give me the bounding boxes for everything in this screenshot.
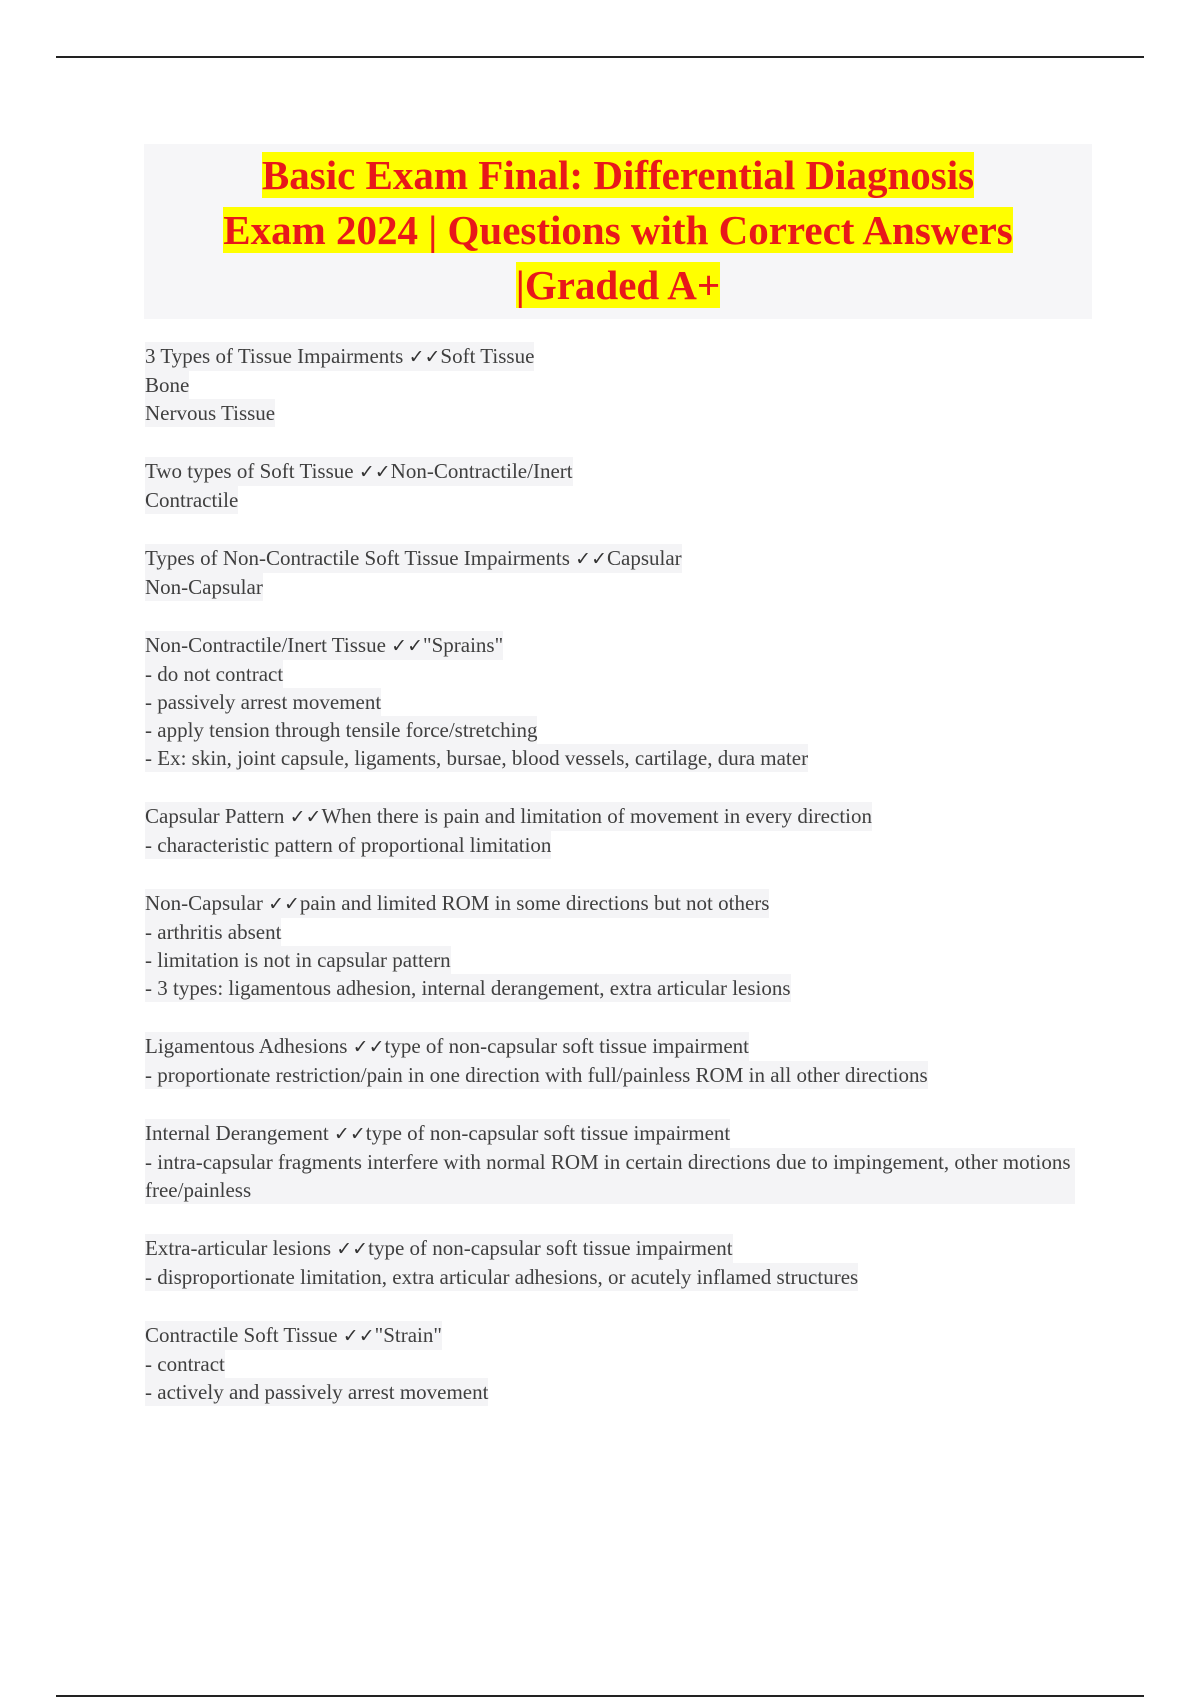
qa-detail: - limitation is not in capsular pattern xyxy=(145,948,451,972)
qa-question-line xyxy=(145,802,872,831)
qa-detail: Nervous Tissue xyxy=(145,401,276,425)
qa-question-line xyxy=(145,1321,442,1350)
qa-term: Non-Contractile/Inert Tissue xyxy=(145,633,386,657)
qa-question-line xyxy=(145,1032,749,1061)
qa-answer: type of non-capsular soft tissue impairment xyxy=(384,1034,749,1058)
document-title xyxy=(144,144,1092,319)
title-line-1: Basic Exam Final: Differential Diagnosis xyxy=(261,152,975,198)
qa-item xyxy=(145,1321,1105,1406)
top-rule xyxy=(56,56,1144,58)
check-icon: ✓✓ xyxy=(358,461,391,483)
qa-item xyxy=(145,631,1105,772)
qa-term: Internal Derangement xyxy=(145,1121,329,1145)
qa-detail: - passively arrest movement xyxy=(145,690,382,714)
qa-answer: "Sprains" xyxy=(423,633,504,657)
qa-detail: - actively and passively arrest movement xyxy=(145,1380,489,1404)
qa-detail: - characteristic pattern of proportional limitation xyxy=(145,833,552,857)
qa-term: Ligamentous Adhesions xyxy=(145,1034,348,1058)
qa-detail: - Ex: skin, joint capsule, ligaments, bursae, blood vessels, cartilage, dura mater xyxy=(145,746,809,770)
check-icon: ✓✓ xyxy=(268,893,300,915)
title-line-3: |Graded A+ xyxy=(515,262,721,308)
qa-answer: "Strain" xyxy=(374,1323,442,1347)
title-line-2: Exam 2024 | Questions with Correct Answers xyxy=(223,207,1013,253)
qa-answer: Capsular xyxy=(607,546,682,570)
qa-answer: pain and limited ROM in some directions but not others xyxy=(299,891,770,915)
qa-detail: - do not contract xyxy=(145,662,284,686)
qa-term: Contractile Soft Tissue xyxy=(145,1323,338,1347)
qa-detail: Bone xyxy=(145,373,190,397)
qa-item xyxy=(145,342,1105,427)
qa-question-line xyxy=(145,1119,730,1148)
qa-answer: Soft Tissue xyxy=(440,344,535,368)
qa-term: Extra-articular lesions xyxy=(145,1236,332,1260)
qa-item xyxy=(145,1119,1105,1204)
qa-detail: - arthritis absent xyxy=(145,920,282,944)
qa-term: Types of Non-Contractile Soft Tissue Impairments xyxy=(145,546,570,570)
qa-detail: - apply tension through tensile force/stretching xyxy=(145,718,538,742)
check-icon: ✓✓ xyxy=(336,1238,369,1260)
qa-term: Capsular Pattern xyxy=(145,804,285,828)
check-icon: ✓✓ xyxy=(352,1036,385,1058)
qa-question-line xyxy=(145,457,573,486)
qa-item xyxy=(145,1032,1105,1089)
qa-detail: - contract xyxy=(145,1352,225,1376)
qa-question-line xyxy=(145,631,503,660)
qa-detail: Contractile xyxy=(145,488,239,512)
qa-term: Non-Capsular xyxy=(145,891,263,915)
qa-item xyxy=(145,544,1105,601)
qa-detail: - disproportionate limitation, extra articular adhesions, or acutely inflamed structures xyxy=(145,1265,859,1289)
check-icon: ✓✓ xyxy=(333,1123,366,1145)
qa-list xyxy=(145,342,1105,1436)
qa-detail: - proportionate restriction/pain in one direction with full/painless ROM in all other directions xyxy=(145,1063,928,1087)
qa-term: Two types of Soft Tissue xyxy=(145,459,354,483)
check-icon: ✓✓ xyxy=(342,1325,375,1347)
bottom-rule xyxy=(56,1695,1144,1697)
qa-answer: Non-Contractile/Inert xyxy=(390,459,573,483)
qa-answer: type of non-capsular soft tissue impairment xyxy=(365,1121,731,1145)
check-icon: ✓✓ xyxy=(408,346,441,368)
qa-question-line xyxy=(145,1234,733,1263)
qa-detail: - 3 types: ligamentous adhesion, internal derangement, extra articular lesions xyxy=(145,976,791,1000)
qa-answer: When there is pain and limitation of movement in every direction xyxy=(321,804,872,828)
qa-term: 3 Types of Tissue Impairments xyxy=(145,344,404,368)
qa-question-line xyxy=(145,342,534,371)
qa-question-line xyxy=(145,544,682,573)
qa-item xyxy=(145,457,1105,514)
qa-item xyxy=(145,1234,1105,1291)
qa-detail: - intra-capsular fragments interfere with normal ROM in certain directions due to impingement, other motions free/painless xyxy=(145,1148,1075,1204)
check-icon: ✓✓ xyxy=(289,806,322,828)
check-icon: ✓✓ xyxy=(575,548,608,570)
qa-item xyxy=(145,889,1105,1002)
qa-answer: type of non-capsular soft tissue impairment xyxy=(368,1236,733,1260)
qa-item xyxy=(145,802,1105,859)
qa-question-line xyxy=(145,889,769,918)
qa-detail: Non-Capsular xyxy=(145,575,263,599)
check-icon: ✓✓ xyxy=(391,635,423,657)
